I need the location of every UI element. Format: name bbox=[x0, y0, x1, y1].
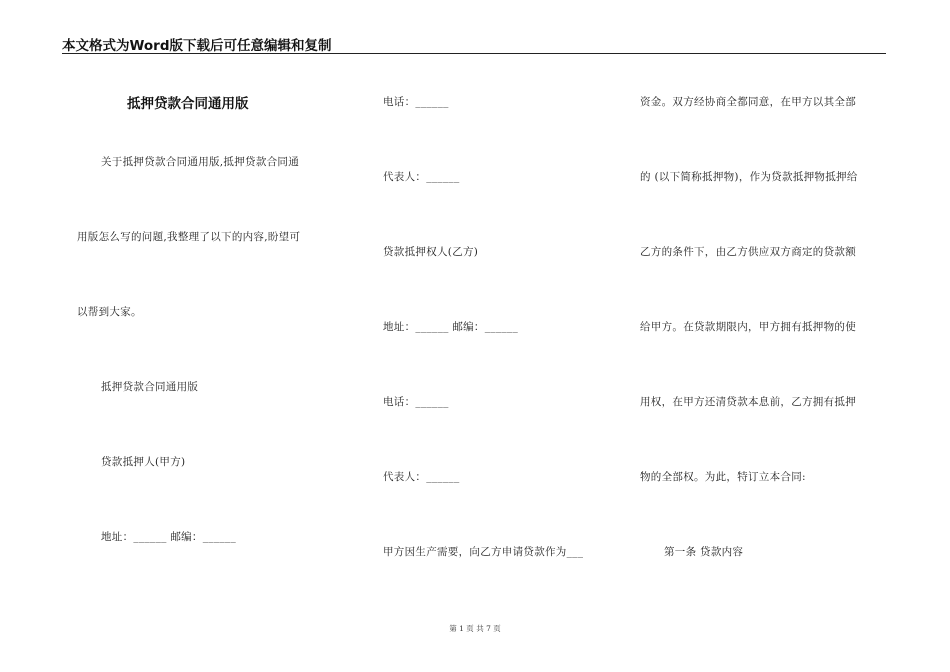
representative-field-line: 代表人：______ bbox=[383, 471, 460, 483]
paragraph-line: 乙方的条件下，由乙方供应双方商定的贷款额 bbox=[640, 246, 856, 258]
document-title: 抵押贷款合同通用版 bbox=[127, 96, 249, 112]
paragraph-line: 用权，在甲方还清贷款本息前，乙方拥有抵押 bbox=[640, 396, 856, 408]
paragraph-line: 以帮到大家。 bbox=[77, 306, 142, 318]
party-a-label: 贷款抵押人(甲方) bbox=[101, 456, 186, 468]
paragraph-line: 物的全部权。为此，特订立本合同: bbox=[640, 471, 806, 483]
paragraph-line: 给甲方。在贷款期限内，甲方拥有抵押物的使 bbox=[640, 321, 856, 333]
address-field-line: 地址：______ 邮编：______ bbox=[383, 321, 519, 333]
paragraph-line: 关于抵押贷款合同通用版,抵押贷款合同通 bbox=[101, 156, 300, 168]
paragraph-line: 用版怎么写的问题,我整理了以下的内容,盼望可 bbox=[77, 231, 301, 243]
paragraph-line: 的 (以下简称抵押物)，作为贷款抵押物抵押给 bbox=[640, 171, 858, 183]
phone-field-line: 电话：______ bbox=[383, 96, 449, 108]
phone-field-line: 电话：______ bbox=[383, 396, 449, 408]
page-number: 第 1 页 共 7 页 bbox=[449, 624, 501, 633]
header-text: 本文格式为Word版下载后可任意编辑和复制 bbox=[62, 38, 332, 54]
party-b-label: 贷款抵押权人(乙方) bbox=[383, 246, 479, 258]
representative-field-line: 代表人：______ bbox=[383, 171, 460, 183]
paragraph-line: 资金。双方经协商全都同意，在甲方以其全部 bbox=[640, 96, 856, 108]
address-field-line: 地址：______ 邮编：______ bbox=[101, 531, 237, 543]
paragraph-line: 甲方因生产需要，向乙方申请贷款作为___ bbox=[383, 546, 584, 558]
section-heading: 抵押贷款合同通用版 bbox=[101, 381, 199, 393]
page-header bbox=[62, 33, 886, 54]
article-heading: 第一条 贷款内容 bbox=[664, 546, 744, 558]
